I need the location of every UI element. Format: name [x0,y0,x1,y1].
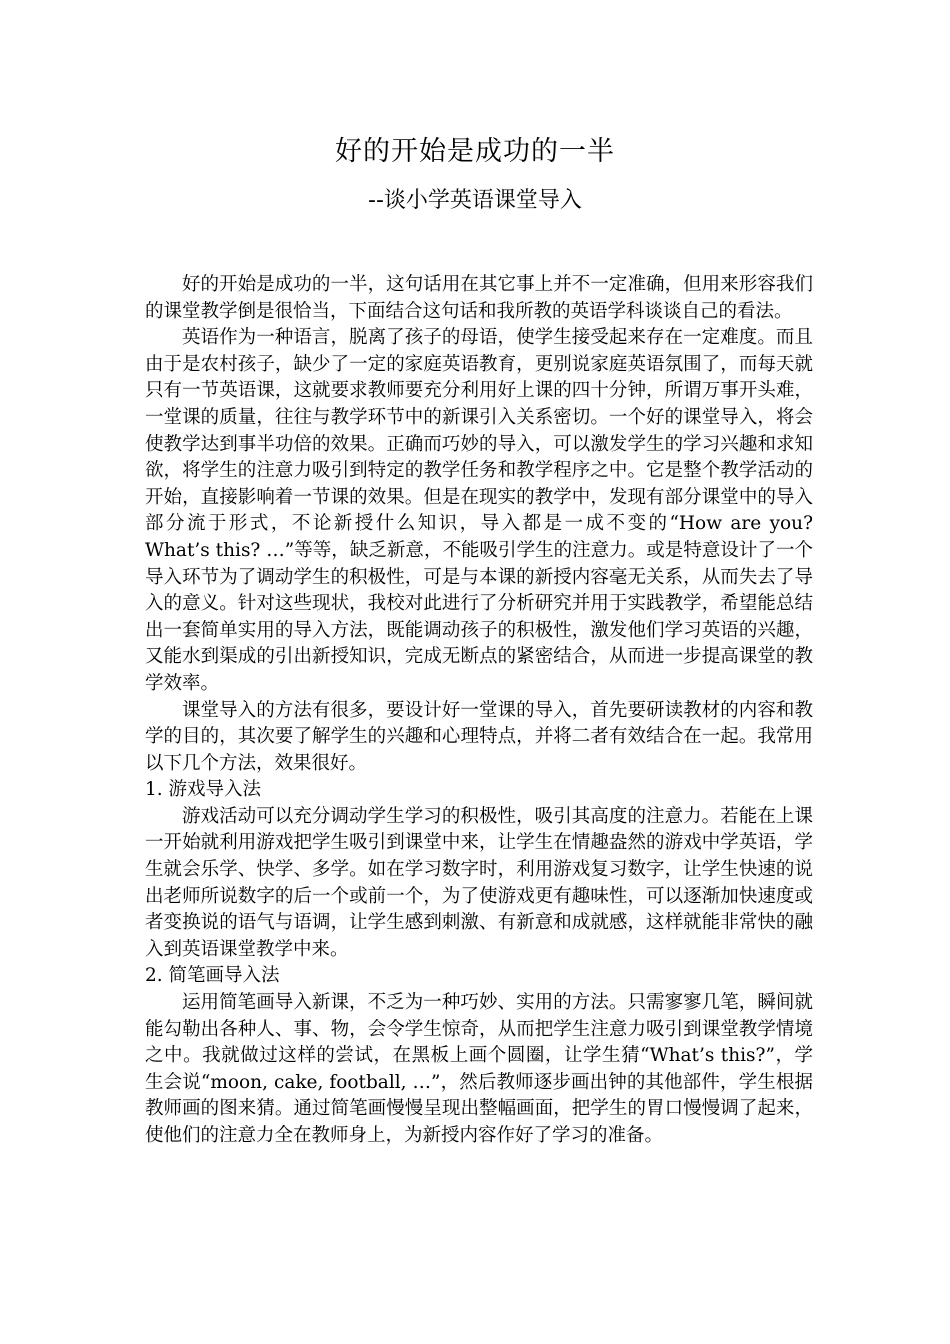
paragraph-game-method: 游戏活动可以充分调动学生学习的积极性，吸引其高度的注意力。若能在上课一开始就利用游戏把学生吸引到课堂中来，让学生在情趣盎然的游戏中学英语，学生就会乐学、快学、多学。如在学习数字时，利用游戏复习数字，让学生快速的说出老师所说数字的后一个或前一个，为了使游戏更有趣味性，可以逐渐加快速度或者变换说的语气与语调，让学生感到刺激、有新意和成就感，这样就能非常快的融入到英语课堂教学中来。 [145,805,813,960]
paragraph-background: 英语作为一种语言，脱离了孩子的母语，使学生接受起来存在一定难度。而且由于是农村孩子，缺少了一定的家庭英语教育，更别说家庭英语氛围了，而每天就只有一节英语课，这就要求教师要充分利用好上课的四十分钟，所谓万事开头难，一堂课的质量，往往与教学环节中的新课引入关系密切。一个好的课堂导入，将会使教学达到事半功倍的效果。正确而巧妙的导入，可以激发学生的学习兴趣和求知欲，将学生的注意力吸引到特定的教学任务和教学程序之中。它是整个教学活动的开始，直接影响着一节课的效果。但是在现实的教学中，发现有部分课堂中的导入部分流于形式，不论新授什么知识，导入都是一成不变的“How are you? What’s this? …”等等，缺乏新意，不能吸引学生的注意力。或是特意设计了一个导入环节为了调动学生的积极性，可是与本课的新授内容毫无关系，从而失去了导入的意义。针对这些现状，我校对此进行了分析研究并用于实践教学，希望能总结出一套简单实用的导入方法，既能调动孩子的积极性，激发他们学习英语的兴趣，又能水到渠成的引出新授知识，完成无断点的紧密结合，从而进一步提高课堂的教学效率。 [145,327,813,694]
page-subtitle: --谈小学英语课堂导入 [368,188,582,213]
paragraph-intro: 好的开始是成功的一半，这句话用在其它事上并不一定准确，但用来形容我们的课堂教学倒是很恰当，下面结合这句话和我所教的英语学科谈谈自己的看法。 [145,274,813,322]
paragraph-methods-overview: 课堂导入的方法有很多，要设计好一堂课的导入，首先要研读教材的内容和教学的目的，其次要了解学生的兴趣和心理特点，并将二者有效结合在一起。我常用以下几个方法，效果很好。 [145,699,813,774]
article-body [145,272,813,1150]
section-heading-drawing: 2. 简笔画导入法 [145,965,280,987]
paragraph-drawing-method: 运用简笔画导入新课，不乏为一种巧妙、实用的方法。只需寥寥几笔，瞬间就能勾勒出各种人、事、物，会令学生惊奇，从而把学生注意力吸引到课堂教学情境之中。我就做过这样的尝试，在黑板上画个圆圈，让学生猜“What’s this?”，学生会说“moon, cake, football, …”，然后教师逐步画出钟的其他部件，学生根据教师画的图来猜。通过简笔画慢慢呈现出整幅画面，把学生的胃口慢慢调了起来，使他们的注意力全在教师身上，为新授内容作好了学习的准备。 [145,992,813,1146]
section-heading-game: 1. 游戏导入法 [145,779,262,801]
page-title: 好的开始是成功的一半 [335,136,615,167]
